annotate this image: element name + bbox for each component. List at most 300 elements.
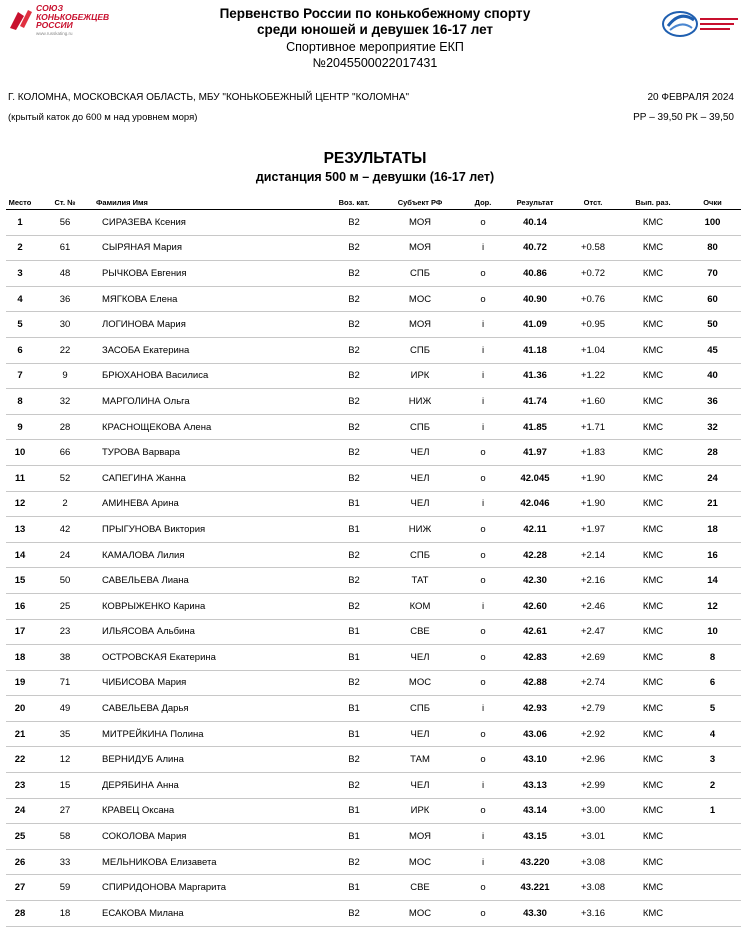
cell-rank: КМС bbox=[622, 619, 684, 645]
cell-gap: +3.16 bbox=[564, 901, 622, 927]
cell-region: ЧЕЛ bbox=[380, 465, 460, 491]
cell-start-number: 35 bbox=[34, 721, 96, 747]
cell-lane: o bbox=[460, 619, 506, 645]
cell-result: 43.14 bbox=[506, 798, 564, 824]
page-title: Первенство России по конькобежному спорту bbox=[219, 6, 531, 21]
cell-result: 43.06 bbox=[506, 721, 564, 747]
cell-gap: +0.72 bbox=[564, 261, 622, 287]
cell-region: ЧЕЛ bbox=[380, 491, 460, 517]
cell-rank: КМС bbox=[622, 901, 684, 927]
cell-points: 14 bbox=[684, 568, 741, 594]
cell-rank: КМС bbox=[622, 337, 684, 363]
federation-emblem-icon bbox=[660, 6, 742, 42]
cell-result: 42.83 bbox=[506, 645, 564, 671]
cell-age-category: В1 bbox=[328, 619, 380, 645]
cell-points bbox=[684, 875, 741, 901]
cell-start-number: 23 bbox=[34, 619, 96, 645]
cell-gap: +2.74 bbox=[564, 670, 622, 696]
cell-rank: КМС bbox=[622, 696, 684, 722]
cell-result: 43.15 bbox=[506, 824, 564, 850]
cell-age-category: В2 bbox=[328, 363, 380, 389]
table-row bbox=[6, 824, 741, 850]
cell-age-category: В2 bbox=[328, 773, 380, 799]
cell-age-category: В2 bbox=[328, 568, 380, 594]
table-row bbox=[6, 312, 741, 338]
cell-age-category: В2 bbox=[328, 261, 380, 287]
cell-gap: +3.00 bbox=[564, 798, 622, 824]
cell-place: 27 bbox=[6, 875, 34, 901]
cell-start-number: 58 bbox=[34, 824, 96, 850]
cell-result: 42.88 bbox=[506, 670, 564, 696]
cell-result: 42.045 bbox=[506, 465, 564, 491]
cell-points: 8 bbox=[684, 645, 741, 671]
cell-athlete-name: ЕСАКОВА Милана bbox=[96, 901, 328, 927]
cell-rank: КМС bbox=[622, 261, 684, 287]
cell-lane: o bbox=[460, 875, 506, 901]
cell-start-number: 42 bbox=[34, 517, 96, 543]
cell-lane: o bbox=[460, 798, 506, 824]
cell-athlete-name: САПЕГИНА Жанна bbox=[96, 465, 328, 491]
cell-place: 5 bbox=[6, 312, 34, 338]
cell-region: ТАМ bbox=[380, 747, 460, 773]
cell-start-number: 61 bbox=[34, 235, 96, 261]
cell-gap bbox=[564, 210, 622, 236]
cell-result: 42.61 bbox=[506, 619, 564, 645]
cell-points: 24 bbox=[684, 465, 741, 491]
results-title: РЕЗУЛЬТАТЫ bbox=[323, 150, 427, 167]
cell-lane: o bbox=[460, 465, 506, 491]
cell-age-category: В2 bbox=[328, 337, 380, 363]
cell-start-number: 66 bbox=[34, 440, 96, 466]
table-row bbox=[6, 389, 741, 415]
cell-result: 42.11 bbox=[506, 517, 564, 543]
cell-start-number: 22 bbox=[34, 337, 96, 363]
table-row bbox=[6, 645, 741, 671]
union-logo bbox=[6, 4, 116, 44]
cell-age-category: В2 bbox=[328, 465, 380, 491]
cell-lane: i bbox=[460, 389, 506, 415]
cell-points: 32 bbox=[684, 414, 741, 440]
cell-region: ИРК bbox=[380, 798, 460, 824]
cell-result: 42.60 bbox=[506, 593, 564, 619]
cell-rank: КМС bbox=[622, 568, 684, 594]
cell-rank: КМС bbox=[622, 465, 684, 491]
cell-lane: o bbox=[460, 747, 506, 773]
cell-points: 18 bbox=[684, 517, 741, 543]
col-lane: Дор. bbox=[460, 196, 506, 210]
cell-athlete-name: СЫРЯНАЯ Мария bbox=[96, 235, 328, 261]
cell-athlete-name: ВЕРНИДУБ Алина bbox=[96, 747, 328, 773]
cell-age-category: В1 bbox=[328, 798, 380, 824]
cell-rank: КМС bbox=[622, 363, 684, 389]
cell-place: 7 bbox=[6, 363, 34, 389]
cell-lane: o bbox=[460, 517, 506, 543]
cell-athlete-name: ПРЫГУНОВА Виктория bbox=[96, 517, 328, 543]
cell-region: СПБ bbox=[380, 696, 460, 722]
col-place: Место bbox=[6, 196, 34, 210]
cell-start-number: 27 bbox=[34, 798, 96, 824]
venue-note: (крытый каток до 600 м над уровнем моря) bbox=[8, 112, 198, 123]
cell-result: 40.86 bbox=[506, 261, 564, 287]
logo-line-3: РОССИИ bbox=[36, 20, 73, 30]
cell-gap: +2.69 bbox=[564, 645, 622, 671]
cell-points: 28 bbox=[684, 440, 741, 466]
cell-age-category: В2 bbox=[328, 312, 380, 338]
cell-gap: +1.22 bbox=[564, 363, 622, 389]
cell-place: 28 bbox=[6, 901, 34, 927]
cell-region: НИЖ bbox=[380, 389, 460, 415]
table-row bbox=[6, 363, 741, 389]
cell-rank: КМС bbox=[622, 824, 684, 850]
cell-result: 40.72 bbox=[506, 235, 564, 261]
cell-region: СПБ bbox=[380, 337, 460, 363]
cell-rank: КМС bbox=[622, 440, 684, 466]
table-row bbox=[6, 721, 741, 747]
cell-start-number: 56 bbox=[34, 210, 96, 236]
cell-start-number: 36 bbox=[34, 286, 96, 312]
cell-lane: i bbox=[460, 414, 506, 440]
cell-age-category: В2 bbox=[328, 542, 380, 568]
cell-place: 25 bbox=[6, 824, 34, 850]
cell-lane: i bbox=[460, 312, 506, 338]
cell-age-category: В2 bbox=[328, 849, 380, 875]
cell-athlete-name: СПИРИДОНОВА Маргарита bbox=[96, 875, 328, 901]
cell-place: 26 bbox=[6, 849, 34, 875]
cell-gap: +0.76 bbox=[564, 286, 622, 312]
cell-place: 10 bbox=[6, 440, 34, 466]
cell-points: 100 bbox=[684, 210, 741, 236]
page-subtitle: среди юношей и девушек 16-17 лет bbox=[256, 22, 494, 37]
cell-athlete-name: МИТРЕЙКИНА Полина bbox=[96, 721, 328, 747]
cell-lane: i bbox=[460, 773, 506, 799]
logo-line-2: КОНЬКОБЕЖЦЕВ bbox=[36, 11, 110, 22]
event-date: 20 ФЕВРАЛЯ 2024 bbox=[647, 92, 734, 103]
cell-gap: +1.97 bbox=[564, 517, 622, 543]
cell-region: МОС bbox=[380, 286, 460, 312]
col-rank: Вып. раз. bbox=[622, 196, 684, 210]
cell-region: МОЯ bbox=[380, 210, 460, 236]
cell-place: 21 bbox=[6, 721, 34, 747]
cell-place: 14 bbox=[6, 542, 34, 568]
cell-athlete-name: ОСТРОВСКАЯ Екатерина bbox=[96, 645, 328, 671]
cell-age-category: В2 bbox=[328, 389, 380, 415]
cell-place: 18 bbox=[6, 645, 34, 671]
cell-rank: КМС bbox=[622, 747, 684, 773]
cell-age-category: В1 bbox=[328, 645, 380, 671]
cell-points: 6 bbox=[684, 670, 741, 696]
cell-points: 70 bbox=[684, 261, 741, 287]
cell-place: 13 bbox=[6, 517, 34, 543]
cell-athlete-name: ЧИБИСОВА Мария bbox=[96, 670, 328, 696]
cell-athlete-name: БРЮХАНОВА Василиса bbox=[96, 363, 328, 389]
cell-result: 42.30 bbox=[506, 568, 564, 594]
col-name: Фамилия Имя bbox=[96, 196, 328, 210]
union-logo-text bbox=[36, 4, 109, 30]
cell-athlete-name: ДЕРЯБИНА Анна bbox=[96, 773, 328, 799]
cell-place: 23 bbox=[6, 773, 34, 799]
table-row bbox=[6, 235, 741, 261]
col-result: Результат bbox=[506, 196, 564, 210]
cell-lane: i bbox=[460, 491, 506, 517]
cell-rank: КМС bbox=[622, 798, 684, 824]
cell-rank: КМС bbox=[622, 286, 684, 312]
cell-points: 80 bbox=[684, 235, 741, 261]
cell-rank: КМС bbox=[622, 721, 684, 747]
cell-points: 50 bbox=[684, 312, 741, 338]
cell-lane: o bbox=[460, 721, 506, 747]
cell-gap: +1.90 bbox=[564, 465, 622, 491]
cell-region: МОЯ bbox=[380, 824, 460, 850]
cell-region: ЧЕЛ bbox=[380, 440, 460, 466]
cell-start-number: 15 bbox=[34, 773, 96, 799]
cell-result: 43.30 bbox=[506, 901, 564, 927]
cell-age-category: В1 bbox=[328, 517, 380, 543]
event-type: Спортивное мероприятие ЕКП bbox=[286, 40, 464, 54]
logo-line-1: СОЮЗ bbox=[36, 3, 64, 13]
cell-region: НИЖ bbox=[380, 517, 460, 543]
cell-lane: o bbox=[460, 261, 506, 287]
cell-region: СВЕ bbox=[380, 875, 460, 901]
col-points: Очки bbox=[684, 196, 741, 210]
cell-points: 4 bbox=[684, 721, 741, 747]
table-row bbox=[6, 440, 741, 466]
cell-region: СПБ bbox=[380, 414, 460, 440]
cell-age-category: В1 bbox=[328, 721, 380, 747]
cell-age-category: В2 bbox=[328, 747, 380, 773]
table-row bbox=[6, 491, 741, 517]
cell-gap: +2.46 bbox=[564, 593, 622, 619]
table-row bbox=[6, 414, 741, 440]
table-row bbox=[6, 798, 741, 824]
cell-result: 41.97 bbox=[506, 440, 564, 466]
cell-region: МОС bbox=[380, 849, 460, 875]
table-row bbox=[6, 619, 741, 645]
records-info: РР – 39,50 РК – 39,50 bbox=[633, 112, 734, 123]
cell-region: ЧЕЛ bbox=[380, 721, 460, 747]
cell-age-category: В1 bbox=[328, 491, 380, 517]
cell-lane: i bbox=[460, 696, 506, 722]
cell-athlete-name: КАМАЛОВА Лилия bbox=[96, 542, 328, 568]
cell-place: 11 bbox=[6, 465, 34, 491]
cell-region: МОЯ bbox=[380, 235, 460, 261]
cell-rank: КМС bbox=[622, 312, 684, 338]
cell-place: 22 bbox=[6, 747, 34, 773]
cell-gap: +0.95 bbox=[564, 312, 622, 338]
cell-lane: i bbox=[460, 824, 506, 850]
table-row bbox=[6, 670, 741, 696]
cell-age-category: В2 bbox=[328, 901, 380, 927]
event-number: №2045500022017431 bbox=[312, 56, 438, 70]
cell-age-category: В2 bbox=[328, 210, 380, 236]
cell-athlete-name: КРАСНОЩЕКОВА Алена bbox=[96, 414, 328, 440]
cell-gap: +2.14 bbox=[564, 542, 622, 568]
col-gap: Отст. bbox=[564, 196, 622, 210]
cell-result: 43.220 bbox=[506, 849, 564, 875]
cell-gap: +2.47 bbox=[564, 619, 622, 645]
cell-place: 4 bbox=[6, 286, 34, 312]
cell-result: 40.14 bbox=[506, 210, 564, 236]
cell-start-number: 24 bbox=[34, 542, 96, 568]
cell-gap: +3.08 bbox=[564, 849, 622, 875]
cell-result: 43.10 bbox=[506, 747, 564, 773]
cell-start-number: 50 bbox=[34, 568, 96, 594]
cell-gap: +3.08 bbox=[564, 875, 622, 901]
col-start-number: Ст. № bbox=[34, 196, 96, 210]
table-row bbox=[6, 286, 741, 312]
cell-age-category: В2 bbox=[328, 593, 380, 619]
cell-gap: +2.96 bbox=[564, 747, 622, 773]
cell-athlete-name: КОВРЫЖЕНКО Карина bbox=[96, 593, 328, 619]
cell-place: 3 bbox=[6, 261, 34, 287]
cell-rank: КМС bbox=[622, 670, 684, 696]
cell-points: 10 bbox=[684, 619, 741, 645]
cell-age-category: В1 bbox=[328, 824, 380, 850]
cell-lane: o bbox=[460, 210, 506, 236]
col-region: Субъект РФ bbox=[380, 196, 460, 210]
cell-start-number: 25 bbox=[34, 593, 96, 619]
table-row bbox=[6, 337, 741, 363]
cell-place: 24 bbox=[6, 798, 34, 824]
table-row bbox=[6, 593, 741, 619]
cell-start-number: 49 bbox=[34, 696, 96, 722]
table-header-row bbox=[6, 196, 741, 210]
cell-gap: +3.01 bbox=[564, 824, 622, 850]
cell-points: 21 bbox=[684, 491, 741, 517]
cell-lane: i bbox=[460, 337, 506, 363]
cell-points bbox=[684, 849, 741, 875]
cell-lane: o bbox=[460, 286, 506, 312]
cell-athlete-name: ЛОГИНОВА Мария bbox=[96, 312, 328, 338]
cell-result: 43.221 bbox=[506, 875, 564, 901]
table-row bbox=[6, 465, 741, 491]
cell-place: 9 bbox=[6, 414, 34, 440]
cell-region: СПБ bbox=[380, 261, 460, 287]
cell-lane: i bbox=[460, 235, 506, 261]
cell-age-category: В2 bbox=[328, 670, 380, 696]
cell-rank: КМС bbox=[622, 542, 684, 568]
results-subtitle: дистанция 500 м – девушки (16-17 лет) bbox=[255, 170, 495, 184]
cell-place: 15 bbox=[6, 568, 34, 594]
cell-rank: КМС bbox=[622, 849, 684, 875]
cell-result: 41.18 bbox=[506, 337, 564, 363]
cell-rank: КМС bbox=[622, 645, 684, 671]
cell-athlete-name: СИРАЗЕВА Ксения bbox=[96, 210, 328, 236]
cell-gap: +1.04 bbox=[564, 337, 622, 363]
cell-result: 41.74 bbox=[506, 389, 564, 415]
cell-points bbox=[684, 901, 741, 927]
cell-gap: +1.83 bbox=[564, 440, 622, 466]
col-age-category: Воз. кат. bbox=[328, 196, 380, 210]
cell-start-number: 30 bbox=[34, 312, 96, 338]
cell-points: 40 bbox=[684, 363, 741, 389]
cell-place: 8 bbox=[6, 389, 34, 415]
cell-points: 3 bbox=[684, 747, 741, 773]
cell-rank: КМС bbox=[622, 773, 684, 799]
cell-athlete-name: САВЕЛЬЕВА Дарья bbox=[96, 696, 328, 722]
cell-result: 41.09 bbox=[506, 312, 564, 338]
cell-rank: КМС bbox=[622, 491, 684, 517]
cell-lane: o bbox=[460, 670, 506, 696]
cell-lane: i bbox=[460, 363, 506, 389]
cell-gap: +2.79 bbox=[564, 696, 622, 722]
table-row bbox=[6, 696, 741, 722]
cell-start-number: 52 bbox=[34, 465, 96, 491]
cell-athlete-name: СОКОЛОВА Мария bbox=[96, 824, 328, 850]
table-row bbox=[6, 747, 741, 773]
cell-rank: КМС bbox=[622, 235, 684, 261]
cell-lane: i bbox=[460, 849, 506, 875]
cell-rank: КМС bbox=[622, 414, 684, 440]
cell-result: 41.36 bbox=[506, 363, 564, 389]
cell-points: 12 bbox=[684, 593, 741, 619]
table-row bbox=[6, 517, 741, 543]
table-row bbox=[6, 542, 741, 568]
cell-start-number: 33 bbox=[34, 849, 96, 875]
cell-points: 1 bbox=[684, 798, 741, 824]
cell-result: 42.93 bbox=[506, 696, 564, 722]
cell-lane: o bbox=[460, 901, 506, 927]
cell-gap: +1.71 bbox=[564, 414, 622, 440]
cell-points: 16 bbox=[684, 542, 741, 568]
cell-place: 20 bbox=[6, 696, 34, 722]
cell-rank: КМС bbox=[622, 593, 684, 619]
cell-rank: КМС bbox=[622, 875, 684, 901]
cell-place: 17 bbox=[6, 619, 34, 645]
cell-place: 1 bbox=[6, 210, 34, 236]
cell-gap: +1.60 bbox=[564, 389, 622, 415]
cell-region: МОС bbox=[380, 901, 460, 927]
venue-location: Г. КОЛОМНА, МОСКОВСКАЯ ОБЛАСТЬ, МБУ "КОНЬКОБЕЖНЫЙ ЦЕНТР "КОЛОМНА" bbox=[8, 92, 410, 103]
cell-region: ТАТ bbox=[380, 568, 460, 594]
table-row bbox=[6, 875, 741, 901]
skater-logo-icon bbox=[6, 6, 34, 34]
cell-region: ИРК bbox=[380, 363, 460, 389]
cell-rank: КМС bbox=[622, 517, 684, 543]
cell-points: 45 bbox=[684, 337, 741, 363]
cell-start-number: 59 bbox=[34, 875, 96, 901]
cell-start-number: 38 bbox=[34, 645, 96, 671]
cell-athlete-name: САВЕЛЬЕВА Лиана bbox=[96, 568, 328, 594]
cell-rank: КМС bbox=[622, 389, 684, 415]
cell-start-number: 32 bbox=[34, 389, 96, 415]
logo-url: www.russkating.ru bbox=[36, 31, 73, 36]
cell-region: МОЯ bbox=[380, 312, 460, 338]
cell-region: ЧЕЛ bbox=[380, 645, 460, 671]
cell-athlete-name: РЫЧКОВА Евгения bbox=[96, 261, 328, 287]
cell-region: СВЕ bbox=[380, 619, 460, 645]
cell-start-number: 12 bbox=[34, 747, 96, 773]
cell-athlete-name: МЕЛЬНИКОВА Елизавета bbox=[96, 849, 328, 875]
table-row bbox=[6, 261, 741, 287]
federation-logo bbox=[660, 6, 742, 42]
cell-lane: i bbox=[460, 593, 506, 619]
cell-place: 19 bbox=[6, 670, 34, 696]
cell-gap: +0.58 bbox=[564, 235, 622, 261]
cell-result: 42.28 bbox=[506, 542, 564, 568]
cell-points: 36 bbox=[684, 389, 741, 415]
cell-place: 16 bbox=[6, 593, 34, 619]
results-table bbox=[6, 196, 741, 927]
cell-start-number: 9 bbox=[34, 363, 96, 389]
cell-result: 42.046 bbox=[506, 491, 564, 517]
cell-start-number: 2 bbox=[34, 491, 96, 517]
cell-gap: +2.92 bbox=[564, 721, 622, 747]
cell-place: 12 bbox=[6, 491, 34, 517]
cell-region: СПБ bbox=[380, 542, 460, 568]
cell-rank: КМС bbox=[622, 210, 684, 236]
cell-points bbox=[684, 824, 741, 850]
cell-athlete-name: КРАВЕЦ Оксана bbox=[96, 798, 328, 824]
